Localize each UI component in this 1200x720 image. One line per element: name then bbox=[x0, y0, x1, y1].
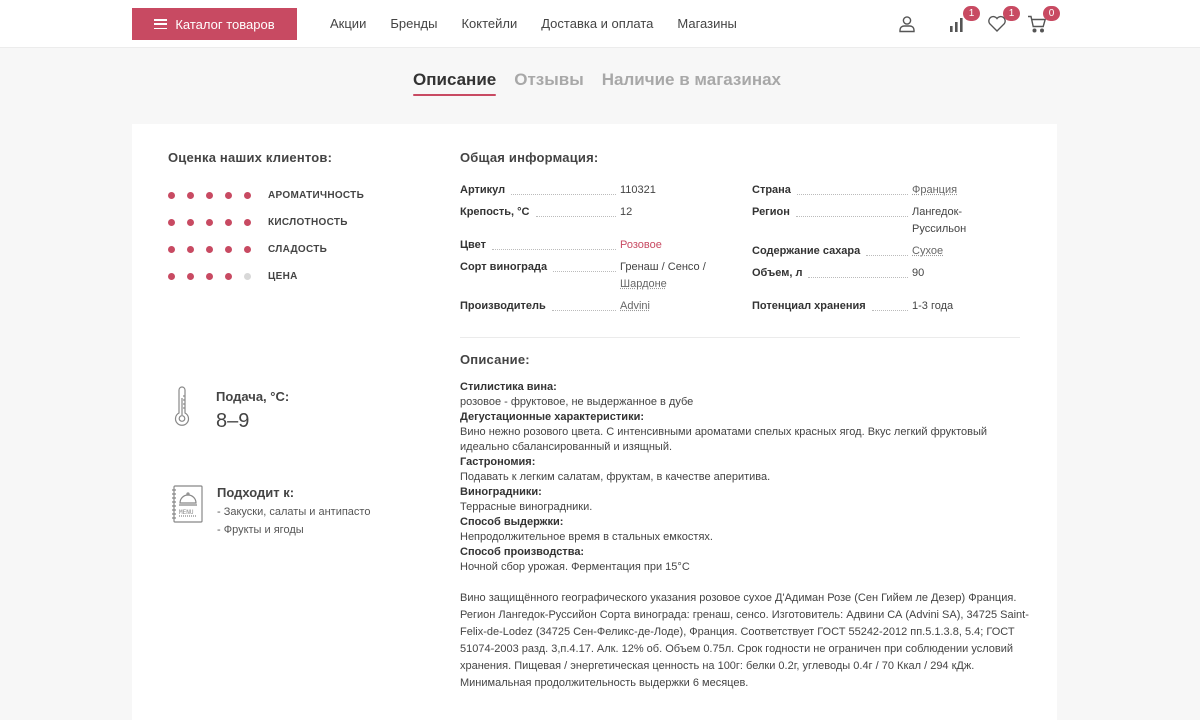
info-key: Артикул bbox=[460, 184, 506, 196]
rating-list bbox=[168, 182, 364, 290]
info-key: Содержание сахара bbox=[752, 245, 861, 257]
info-key: Потенциал хранения bbox=[752, 300, 866, 312]
info-key: Крепость, °С bbox=[460, 206, 530, 218]
section-divider bbox=[460, 337, 1020, 338]
rating-row-acidity bbox=[168, 209, 364, 236]
serving-temperature bbox=[172, 386, 289, 433]
desc-label: Виноградники: bbox=[460, 486, 542, 498]
info-key: Производитель bbox=[460, 300, 546, 312]
header-icons bbox=[895, 6, 1055, 42]
desc-label: Дегустационные характеристики: bbox=[460, 411, 644, 423]
compare-button[interactable] bbox=[945, 8, 975, 36]
rating-title: Оценка наших клиентов: bbox=[168, 150, 333, 165]
rating-label: СЛАДОСТЬ bbox=[268, 244, 328, 255]
tab-reviews[interactable]: Отзывы bbox=[514, 70, 584, 89]
info-value-color: Розовое bbox=[620, 239, 662, 251]
tab-availability[interactable]: Наличие в магазинах bbox=[601, 70, 782, 89]
info-row-sku bbox=[460, 182, 728, 199]
desc-text: розовое - фруктовое, не выдержанное в дубе bbox=[460, 396, 694, 408]
info-key: Сорт винограда bbox=[460, 261, 548, 273]
info-row-volume bbox=[752, 265, 1020, 282]
info-value-volume: 90 bbox=[912, 267, 925, 279]
rating-row-price bbox=[168, 263, 364, 290]
product-tabs bbox=[413, 70, 781, 96]
catalog-button[interactable] bbox=[132, 8, 297, 40]
user-icon bbox=[898, 15, 916, 33]
desc-text: Вино нежно розового цвета. С интенсивными ароматами спелых красных ягод. Вкус легкий фруктовый идеально сбалансированный и изящный. bbox=[460, 426, 988, 453]
account-button[interactable] bbox=[895, 12, 919, 36]
favorites-count-badge: 1 bbox=[1003, 6, 1020, 21]
pairing-item: - Закуски, салаты и антипасто bbox=[217, 506, 371, 518]
nav-item-cocktails[interactable]: Коктейли bbox=[461, 15, 518, 31]
cart-count-badge: 0 bbox=[1043, 6, 1060, 21]
rating-row-sweetness bbox=[168, 236, 364, 263]
menu-icon bbox=[170, 484, 204, 524]
rating-dots bbox=[168, 273, 268, 280]
sugar-link[interactable]: Сухое bbox=[912, 245, 944, 257]
info-row-storage bbox=[752, 298, 1020, 315]
info-value-grape: Гренаш / Сенсо / bbox=[620, 261, 706, 273]
info-value-strength: 12 bbox=[620, 206, 633, 218]
desc-label: Способ выдержки: bbox=[460, 516, 564, 528]
menu-burger-icon bbox=[154, 19, 167, 29]
info-row-color bbox=[460, 237, 728, 254]
rating-dots bbox=[168, 192, 268, 199]
food-pairing bbox=[170, 484, 370, 536]
serving-title: Подача, °С: bbox=[216, 389, 290, 404]
svg-text:MENU: MENU bbox=[179, 509, 194, 516]
country-link[interactable]: Франция bbox=[912, 184, 958, 196]
info-row-strength bbox=[460, 204, 728, 221]
info-row-sugar bbox=[752, 243, 1020, 260]
rating-dots bbox=[168, 246, 268, 253]
general-info-title: Общая информация: bbox=[460, 150, 599, 165]
rating-label: АРОМАТИЧНОСТЬ bbox=[268, 190, 365, 201]
grape-link-chardonnay[interactable]: Шардоне bbox=[620, 278, 667, 290]
info-key: Регион bbox=[752, 206, 790, 218]
thermometer-icon bbox=[172, 386, 192, 428]
favorites-button[interactable] bbox=[985, 8, 1015, 36]
description-title: Описание: bbox=[460, 352, 530, 367]
pairing-title: Подходит к: bbox=[217, 485, 295, 500]
compare-count-badge: 1 bbox=[963, 6, 980, 21]
desc-text: Ночной сбор урожая. Ферментация при 15°С bbox=[460, 561, 690, 573]
rating-row-aroma bbox=[168, 182, 364, 209]
cart-button[interactable] bbox=[1025, 8, 1055, 36]
info-column-left bbox=[460, 182, 728, 320]
product-details-card bbox=[132, 124, 1057, 720]
info-key: Цвет bbox=[460, 239, 487, 251]
info-row-producer bbox=[460, 298, 728, 315]
info-row-country bbox=[752, 182, 1020, 199]
desc-label: Способ производства: bbox=[460, 546, 585, 558]
nav-item-stores[interactable]: Магазины bbox=[677, 15, 737, 31]
description-body bbox=[460, 380, 1030, 692]
desc-label: Гастрономия: bbox=[460, 456, 536, 468]
nav-item-promotions[interactable]: Акции bbox=[330, 15, 367, 31]
producer-link[interactable]: Advini bbox=[620, 300, 650, 312]
info-value-region-2: Руссильон bbox=[912, 223, 967, 235]
rating-label: ЦЕНА bbox=[268, 271, 298, 282]
pairing-item: - Фрукты и ягоды bbox=[217, 524, 304, 536]
info-value-sku: 110321 bbox=[620, 184, 656, 196]
rating-label: КИСЛОТНОСТЬ bbox=[268, 217, 348, 228]
info-column-right bbox=[752, 182, 1020, 320]
tab-description[interactable]: Описание bbox=[413, 70, 496, 96]
site-header bbox=[0, 0, 1200, 48]
desc-text: Непродолжительное время в стальных емкостях. bbox=[460, 531, 713, 543]
desc-text: Подавать к легким салатам, фруктам, в качестве аперитива. bbox=[460, 471, 771, 483]
desc-label: Стилистика вина: bbox=[460, 381, 557, 393]
info-key: Страна bbox=[752, 184, 791, 196]
serving-value: 8–9 bbox=[216, 410, 250, 432]
info-value-storage: 1-3 года bbox=[912, 300, 954, 312]
rating-dots bbox=[168, 219, 268, 226]
main-nav bbox=[330, 0, 737, 46]
desc-paragraph: Вино защищённого географического указания розовое сухое Д'Адиман Розе (Сен Гийем ле Дезер) Франция. Регион Лангедок-Руссийон Сорта винограда: гренаш, сенсо. Изготовитель: Адвини СА (Advini SA), 34725 Saint-Felix-de-Lodez (34725 Сен-Феликс-де-Лоде), Франция. Соответствует ГОСТ 55242-2012 пп.5.1.3.8, 5.4; ГОСТ 51074-2003 разд. 3,п.4.17. Алк. 12% об. Объем 0.75л. Срок годности не ограничен при соблюдении условий хранения. Пищевая / энергетическая ценность на 100г: белки 0.2г, углеводы 0.4г / 70 Ккал / 294 кДж. Минимальная продолжительность выдержки 6 месяцев. bbox=[460, 592, 1029, 689]
info-key: Объем, л bbox=[752, 267, 803, 279]
info-value-region: Лангедок- bbox=[912, 206, 963, 218]
nav-item-brands[interactable]: Бренды bbox=[390, 15, 438, 31]
info-row-region bbox=[752, 204, 1020, 238]
catalog-button-label: Каталог товаров bbox=[175, 16, 275, 32]
nav-item-delivery[interactable]: Доставка и оплата bbox=[541, 15, 654, 31]
info-row-grape bbox=[460, 259, 728, 293]
desc-text: Террасные виноградники. bbox=[460, 501, 593, 513]
